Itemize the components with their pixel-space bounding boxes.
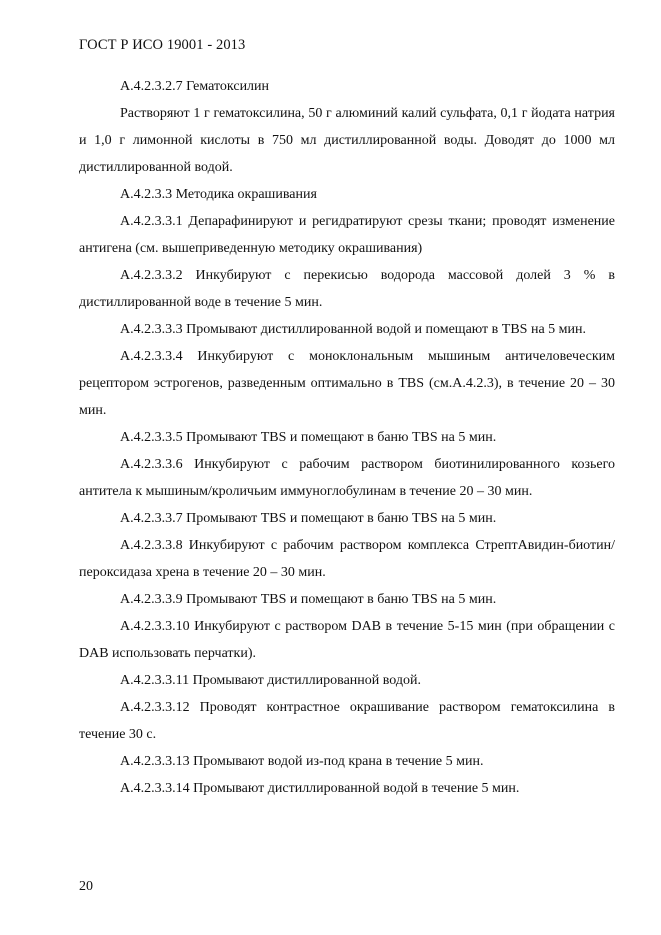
step-3-6: А.4.2.3.3.6 Инкубируют с рабочим раствором биотинилированного козьего антитела к мышиным/кроличьим иммуноглобулинам в течение 20 – 30 мин. <box>79 457 615 499</box>
page-number: 20 <box>79 879 93 894</box>
document-header: ГОСТ Р ИСО 19001 - 2013 <box>79 37 246 53</box>
step-3-10: А.4.2.3.3.10 Инкубируют с раствором DAB в течение 5-15 мин (при обращении с DAB использовать перчатки). <box>79 619 615 661</box>
step-3-13: А.4.2.3.3.13 Промывают водой из-под крана в течение 5 мин. <box>120 754 484 769</box>
paragraph-hematoxylin-prep: Растворяют 1 г гематоксилина, 50 г алюминий калий сульфата, 0,1 г йодата натрия и 1,0 г лимонной кислоты в 750 мл дистиллированной воды. Доводят до 1000 мл дистиллированной водой. <box>79 106 615 175</box>
document-body <box>79 73 615 802</box>
step-3-9: А.4.2.3.3.9 Промывают TBS и помещают в баню TBS на 5 мин. <box>120 592 497 607</box>
step-3-14: А.4.2.3.3.14 Промывают дистиллированной водой в течение 5 мин. <box>120 781 520 796</box>
step-3-2: А.4.2.3.3.2 Инкубируют с перекисью водорода массовой долей 3 % в дистиллированной воде в течение 5 мин. <box>79 268 615 310</box>
subsection-heading-hematoxylin: А.4.2.3.2.7 Гематоксилин <box>120 79 270 94</box>
step-3-8: А.4.2.3.3.8 Инкубируют с рабочим раствором комплекса СтрептАвидин-биотин/пероксидаза хрена в течение 20 – 30 мин. <box>79 538 615 580</box>
step-3-3: А.4.2.3.3.3 Промывают дистиллированной водой и помещают в TBS на 5 мин. <box>120 322 587 337</box>
subsection-heading-staining-method: А.4.2.3.3 Методика окрашивания <box>120 187 317 202</box>
step-3-7: А.4.2.3.3.7 Промывают TBS и помещают в баню TBS на 5 мин. <box>120 511 497 526</box>
step-3-11: А.4.2.3.3.11 Промывают дистиллированной водой. <box>120 673 421 688</box>
step-3-4: А.4.2.3.3.4 Инкубируют с моноклональным мышиным античеловеческим рецептором эстрогенов, разведенным оптимально в TBS (см.А.4.2.3), в течение 20 – 30 мин. <box>79 349 615 418</box>
step-3-5: А.4.2.3.3.5 Промывают TBS и помещают в баню TBS на 5 мин. <box>120 430 497 445</box>
step-3-1: А.4.2.3.3.1 Депарафинируют и регидратируют срезы ткани; проводят изменение антигена (см. вышеприведенную методику окрашивания) <box>79 214 615 256</box>
step-3-12: А.4.2.3.3.12 Проводят контрастное окрашивание раствором гематоксилина в течение 30 с. <box>79 700 615 742</box>
